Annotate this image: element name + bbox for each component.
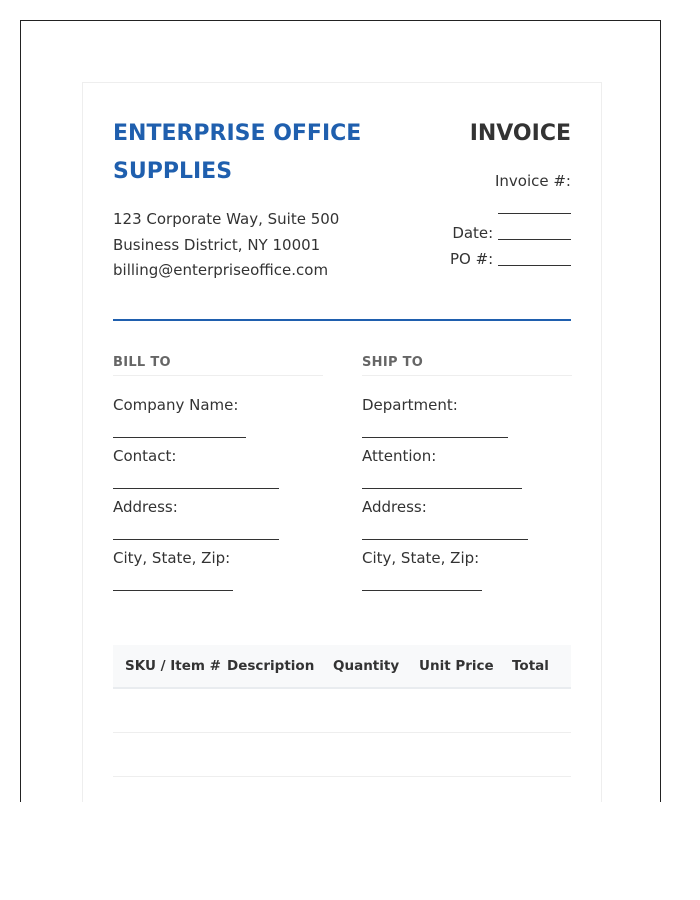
company-address-line2: Business District, NY 10001 [113, 235, 321, 254]
page-frame [20, 20, 661, 802]
bill-to-company-field [113, 393, 323, 444]
column-header-description: Description [227, 658, 315, 674]
company-address-line1: 123 Corporate Way, Suite 500 [113, 210, 340, 228]
ship-to-heading: SHIP TO [362, 355, 572, 376]
invoice-po-label: PO #: [449, 250, 494, 268]
field-blank [362, 421, 508, 438]
field-blank [362, 523, 528, 540]
table-row [113, 733, 571, 777]
ship-to-section [362, 355, 572, 597]
invoice-date-field [411, 220, 571, 246]
field-label: Address: [113, 498, 178, 516]
invoice-po-blank [498, 249, 571, 266]
company-address [113, 207, 373, 284]
column-header-unit-price: Unit Price [419, 658, 494, 674]
field-label: City, State, Zip: [362, 549, 480, 567]
items-table-header [113, 645, 571, 689]
field-label: Address: [362, 498, 427, 516]
column-header-sku: SKU / Item # [125, 658, 221, 674]
bill-to-heading: BILL TO [113, 355, 323, 376]
invoice-meta [411, 168, 571, 272]
invoice-sheet [82, 82, 602, 802]
column-header-total: Total [512, 658, 549, 674]
invoice-po-field [411, 246, 571, 272]
ship-to-address-field [362, 495, 572, 546]
ship-to-city-field [362, 546, 572, 597]
bill-to-city-field [113, 546, 323, 597]
invoice-title: INVOICE [469, 121, 571, 146]
ship-to-department-field [362, 393, 572, 444]
field-blank [113, 523, 279, 540]
field-label: Attention: [362, 447, 437, 465]
field-blank [362, 574, 482, 591]
field-label: Department: [362, 396, 458, 414]
table-row [113, 689, 571, 733]
bill-to-contact-field [113, 444, 323, 495]
field-label: Contact: [113, 447, 177, 465]
header-divider [113, 319, 571, 321]
bill-to-address-field [113, 495, 323, 546]
field-blank [362, 472, 522, 489]
field-blank [113, 574, 233, 591]
invoice-number-field [411, 194, 571, 220]
invoice-number-label: Invoice #: [494, 172, 571, 190]
column-header-quantity: Quantity [333, 658, 400, 674]
field-label: City, State, Zip: [113, 549, 231, 567]
field-blank [113, 421, 246, 438]
invoice-date-label: Date: [452, 224, 494, 242]
invoice-number-blank [498, 197, 571, 214]
field-blank [113, 472, 279, 489]
company-email: billing@enterpriseoffice.com [113, 261, 329, 279]
bill-to-section [113, 355, 323, 597]
invoice-number-field [411, 168, 571, 194]
invoice-date-blank [498, 223, 571, 240]
ship-to-attention-field [362, 444, 572, 495]
items-table [113, 645, 571, 777]
company-name: ENTERPRISE OFFICE SUPPLIES [113, 121, 362, 184]
field-label: Company Name: [113, 396, 239, 414]
